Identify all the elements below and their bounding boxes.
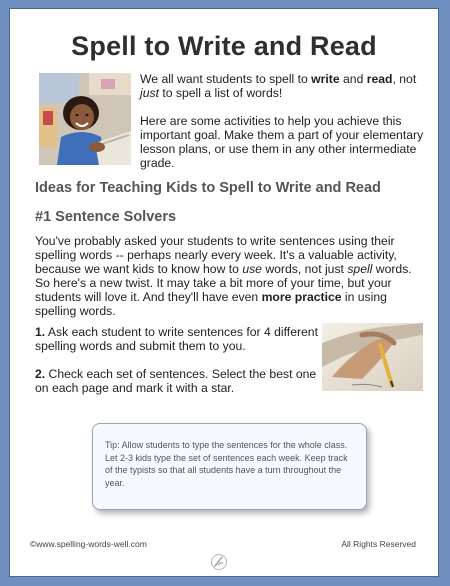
step-2	[35, 367, 320, 395]
footer-copyright: ©www.spelling-words-well.com	[30, 539, 147, 549]
step-text: Ask each student to write sentences for 4 different spelling words and submit them to you.	[35, 325, 318, 353]
body-text-part: words, not just	[261, 262, 348, 276]
intro-text-part: , not	[392, 72, 417, 86]
tip-text: Tip: Allow students to type the sentences for the whole class. Let 2-3 kids type the set of sentences each week. Keep track of the typists so that all students have a turn throughout the year.	[105, 440, 348, 488]
intro-text-part: and	[339, 72, 367, 86]
footer-logo-icon	[210, 553, 228, 571]
intro-text-part: We all want students to spell to	[140, 72, 312, 86]
tip-box	[92, 423, 367, 510]
body-bold-more-practice: more practice	[261, 290, 342, 304]
step-number: 1.	[35, 325, 46, 339]
intro-bold-read: read	[366, 72, 393, 86]
section-heading: Ideas for Teaching Kids to Spell to Write and Read	[35, 180, 381, 196]
body-paragraph	[35, 234, 420, 318]
page-title: Spell to Write and Read	[71, 31, 377, 61]
body-text-part: words. So here's a new twist. It may take a bit more of your time, but your students will love it. And they'll have even	[35, 262, 412, 304]
intro-bold-write: write	[311, 72, 340, 86]
hand-writing-illustration	[322, 323, 423, 391]
body-text-part: in using spelling words.	[35, 290, 387, 318]
intro-paragraph-1	[140, 72, 425, 100]
girl-at-computer-photo	[39, 73, 131, 165]
document-page	[9, 8, 439, 577]
girl-photo-illustration	[39, 73, 131, 165]
step-number: 2.	[35, 367, 46, 381]
step-text: Check each set of sentences. Select the best one on each page and mark it with a star.	[35, 367, 317, 395]
hand-writing-photo	[322, 323, 423, 391]
body-italic-use: use	[242, 262, 262, 276]
intro-paragraph-2: Here are some activities to help you achieve this important goal. Make them a part of your elementary lesson plans, or use them in any other intermediate grade.	[140, 114, 424, 170]
intro-italic-just: just	[140, 86, 159, 100]
sub-heading: #1 Sentence Solvers	[35, 209, 177, 225]
body-text-part: You've probably asked your students to write sentences using their spelling words -- perhaps nearly every week. It's a valuable activity, because we want kids to know how to	[35, 234, 397, 276]
intro-text-part: to spell a list of words!	[158, 86, 283, 100]
footer-rights: All Rights Reserved	[341, 539, 416, 549]
step-1	[35, 325, 320, 353]
body-italic-spell: spell	[347, 262, 373, 276]
intro-text	[140, 72, 425, 184]
